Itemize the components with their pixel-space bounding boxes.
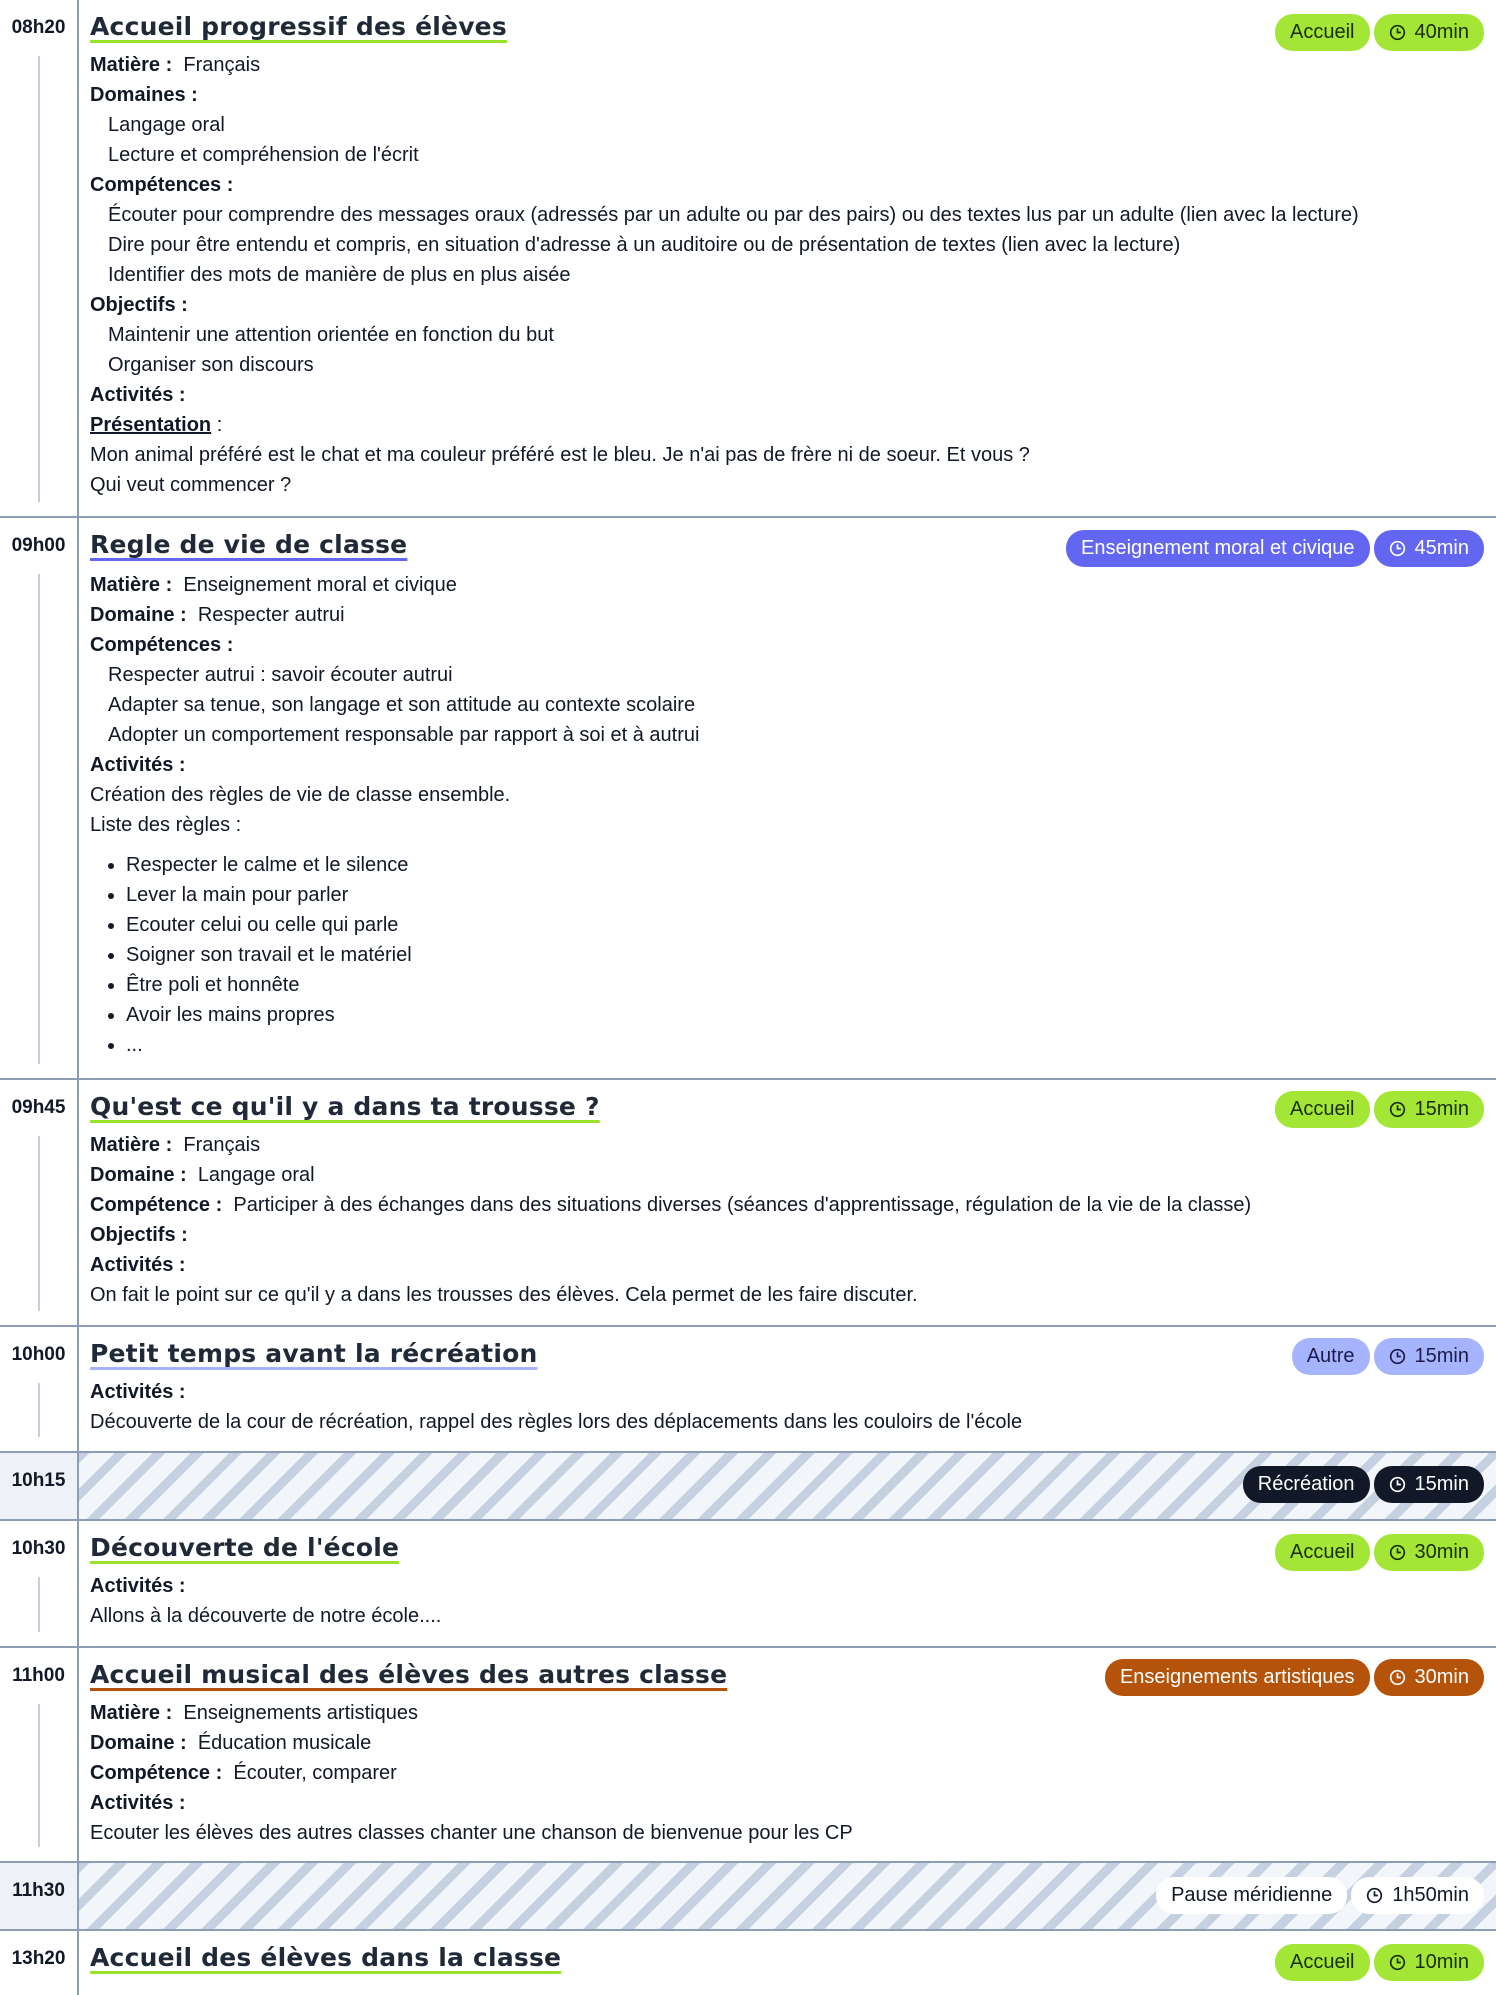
clock-icon <box>1366 1887 1383 1904</box>
duration-label: 10min <box>1414 1951 1469 1973</box>
category-badge[interactable] <box>1156 1877 1347 1914</box>
session-time: 09h45 <box>11 1097 66 1118</box>
activity-line: Allons à la découverte de notre école.... <box>90 1605 442 1627</box>
divider <box>77 1080 79 1325</box>
session-block <box>0 518 1496 1080</box>
rules-list <box>90 850 1484 1060</box>
session-body <box>90 1698 1484 1848</box>
list-item: • Ecouter celui ou celle qui parle <box>126 910 1484 940</box>
matiere-label: Matière : <box>90 54 173 76</box>
activity-line: Liste des règles : <box>90 814 242 836</box>
timeline-line <box>38 1704 40 1847</box>
competence-value: Écouter, comparer <box>233 1762 397 1784</box>
divider <box>77 1931 79 1995</box>
list-item: • Respecter le calme et le silence <box>126 850 1484 880</box>
duration-label: 30min <box>1414 1541 1469 1563</box>
matiere-label: Matière : <box>90 574 173 596</box>
session-title[interactable]: Découverte de l'école <box>90 1533 400 1562</box>
objectifs-label: Objectifs : <box>90 294 188 316</box>
domaine-item: Lecture et compréhension de l'écrit <box>108 144 419 166</box>
break-block <box>0 1453 1496 1521</box>
duration-label: 45min <box>1414 537 1469 559</box>
divider <box>77 1327 79 1451</box>
duration-badge[interactable] <box>1374 1466 1484 1503</box>
activites-label: Activités : <box>90 1792 186 1814</box>
category-label: Accueil <box>1290 21 1355 43</box>
competence-item: Identifier des mots de manière de plus en plus aisée <box>108 264 571 286</box>
session-block <box>0 1648 1496 1863</box>
domaine-item: Langage oral <box>108 114 225 136</box>
duration-label: 15min <box>1414 1473 1469 1495</box>
category-label: Accueil <box>1290 1541 1355 1563</box>
session-block <box>0 1327 1496 1453</box>
clock-icon <box>1389 1476 1406 1493</box>
matiere-value: Français <box>183 1134 261 1156</box>
activity-heading-suffix: : <box>211 414 223 436</box>
activity-line: Création des règles de vie de classe ensemble. <box>90 784 511 806</box>
session-body <box>90 1571 1484 1631</box>
session-content <box>90 1327 1484 1437</box>
session-time: 13h20 <box>11 1948 66 1969</box>
duration-label: 30min <box>1414 1666 1469 1688</box>
session-body <box>90 1130 1484 1310</box>
domaine-label: Domaine : <box>90 604 187 626</box>
duration-label: 1h50min <box>1392 1884 1469 1906</box>
domaine-value: Respecter autrui <box>197 604 345 626</box>
competence-item: Adopter un comportement responsable par rapport à soi et à autrui <box>108 724 700 746</box>
session-time: 10h15 <box>0 1453 77 1519</box>
domaine-value: Langage oral <box>197 1164 315 1186</box>
category-badge[interactable] <box>1243 1466 1370 1503</box>
duration-label: 15min <box>1414 1098 1469 1120</box>
objectif-item: Maintenir une attention orientée en fonction du but <box>108 324 554 346</box>
competences-label: Compétences : <box>90 634 234 656</box>
session-body <box>90 1377 1484 1437</box>
domaine-label: Domaine : <box>90 1732 187 1754</box>
activites-label: Activités : <box>90 754 186 776</box>
duration-label: 40min <box>1414 21 1469 43</box>
divider <box>77 1648 79 1861</box>
activity-line: On fait le point sur ce qu'il y a dans les trousses des élèves. Cela permet de les faire discuter. <box>90 1284 918 1306</box>
competence-label: Compétence : <box>90 1194 223 1216</box>
activity-line: Découverte de la cour de récréation, rappel des règles lors des déplacements dans les couloirs de l'école <box>90 1411 1023 1433</box>
session-time: 11h30 <box>0 1863 77 1929</box>
matiere-value: Enseignement moral et civique <box>183 574 457 596</box>
category-label: Pause méridienne <box>1171 1884 1333 1906</box>
divider <box>77 1521 79 1646</box>
session-title[interactable]: Accueil progressif des élèves <box>90 12 507 41</box>
domaine-value: Éducation musicale <box>197 1732 372 1754</box>
divider <box>77 1453 79 1519</box>
duration-badge[interactable] <box>1351 1877 1484 1914</box>
objectif-item: Organiser son discours <box>108 354 314 376</box>
session-block <box>0 0 1496 518</box>
category-label: Enseignement moral et civique <box>1081 537 1355 559</box>
activity-line: Qui veut commencer ? <box>90 474 292 496</box>
session-tags <box>1243 1466 1484 1503</box>
list-item: • ... <box>126 1030 1484 1060</box>
timeline-line <box>38 1577 40 1632</box>
session-content <box>90 518 1484 1060</box>
session-time: 08h20 <box>11 17 66 38</box>
timeline-line <box>38 56 40 502</box>
category-label: Enseignements artistiques <box>1119 1666 1355 1688</box>
category-label: Récréation <box>1257 1473 1355 1495</box>
list-item: • Lever la main pour parler <box>126 880 1484 910</box>
competence-item: Adapter sa tenue, son langage et son attitude au contexte scolaire <box>108 694 696 716</box>
session-content <box>90 0 1484 500</box>
session-title[interactable]: Regle de vie de classe <box>90 530 408 559</box>
activity-line: Ecouter les élèves des autres classes chanter une chanson de bienvenue pour les CP <box>90 1822 853 1844</box>
session-body <box>90 50 1484 500</box>
list-item: • Être poli et honnête <box>126 970 1484 1000</box>
activites-label: Activités : <box>90 1254 186 1276</box>
divider <box>77 518 79 1078</box>
session-body <box>90 570 1484 1060</box>
competence-item: Respecter autrui : savoir écouter autrui <box>108 664 453 686</box>
session-time: 11h00 <box>12 1665 65 1686</box>
category-label: Accueil <box>1290 1098 1355 1120</box>
session-time: 09h00 <box>11 535 66 556</box>
divider <box>77 0 79 516</box>
activites-label: Activités : <box>90 1381 186 1403</box>
session-block <box>0 1931 1496 1995</box>
session-time: 10h00 <box>11 1344 66 1365</box>
timeline-line <box>38 1383 40 1437</box>
activity-heading: Présentation <box>90 414 212 436</box>
list-item: • Soigner son travail et le matériel <box>126 940 1484 970</box>
matiere-label: Matière : <box>90 1134 173 1156</box>
session-title[interactable]: Petit temps avant la récréation <box>90 1339 538 1368</box>
break-block <box>0 1863 1496 1931</box>
activites-label: Activités : <box>90 1575 186 1597</box>
activity-line: Mon animal préféré est le chat et ma couleur préféré est le bleu. Je n'ai pas de frère ni de soeur. Et vous ? <box>90 444 1030 466</box>
timeline-line <box>38 1136 40 1311</box>
objectifs-label: Objectifs : <box>90 1224 188 1246</box>
category-label: Accueil <box>1290 1951 1355 1973</box>
competence-item: Dire pour être entendu et compris, en situation d'adresse à un auditoire ou de présentation de textes (lien avec la lecture) <box>108 234 1181 256</box>
category-label: Autre <box>1306 1345 1355 1367</box>
matiere-value: Français <box>183 54 261 76</box>
session-title[interactable]: Accueil des élèves dans la classe <box>90 1943 562 1972</box>
domaine-label: Domaine : <box>90 1164 187 1186</box>
activites-label: Activités : <box>90 384 186 406</box>
competence-item: Écouter pour comprendre des messages oraux (adressés par un adulte ou par des pairs) ou des textes lus par un adulte (lien avec la lecture) <box>108 204 1359 226</box>
session-content <box>90 1648 1484 1848</box>
duration-label: 15min <box>1414 1345 1469 1367</box>
session-title[interactable]: Accueil musical des élèves des autres classe <box>90 1660 728 1689</box>
list-item: • Avoir les mains propres <box>126 1000 1484 1030</box>
competences-label: Compétences : <box>90 174 234 196</box>
session-content <box>90 1521 1484 1631</box>
matiere-value: Enseignements artistiques <box>183 1702 418 1724</box>
session-block <box>0 1080 1496 1327</box>
competence-value: Participer à des échanges dans des situations diverses (séances d'apprentissage, régulation de la vie de la classe) <box>233 1194 1252 1216</box>
session-content <box>90 1080 1484 1310</box>
domaines-label: Domaines : <box>90 84 198 106</box>
session-content <box>90 1931 1484 1975</box>
competence-label: Compétence : <box>90 1762 223 1784</box>
session-time: 10h30 <box>11 1538 66 1559</box>
session-title[interactable]: Qu'est ce qu'il y a dans ta trousse ? <box>90 1092 600 1121</box>
session-block <box>0 1521 1496 1648</box>
session-tags <box>1156 1877 1484 1914</box>
timeline-line <box>38 574 40 1064</box>
matiere-label: Matière : <box>90 1702 173 1724</box>
divider <box>77 1863 79 1929</box>
